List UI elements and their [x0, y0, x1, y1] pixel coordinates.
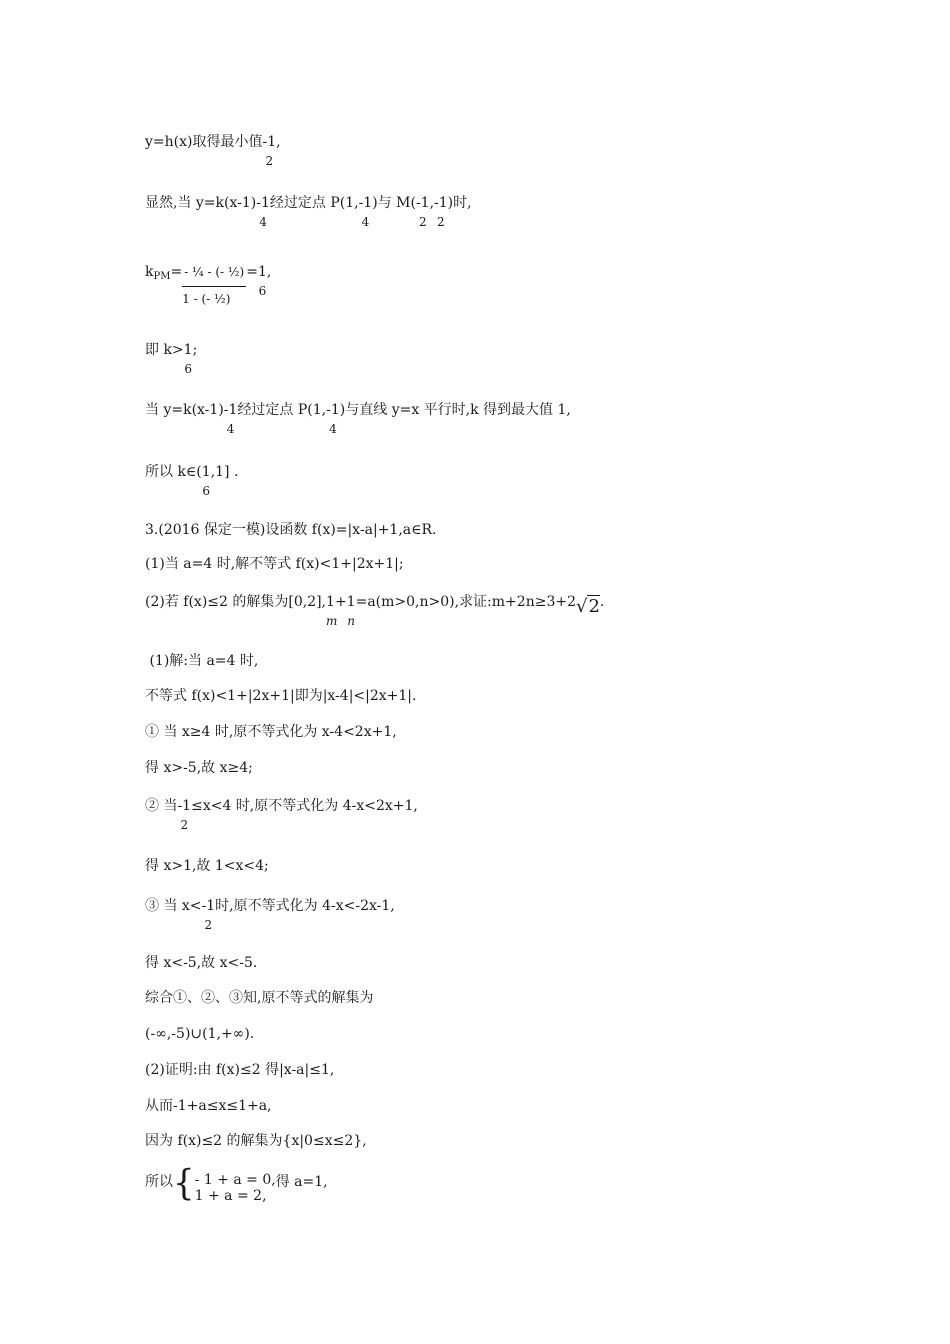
fraction: -1 2	[177, 798, 192, 832]
fraction: -1 4	[223, 402, 238, 436]
fraction: -1 4	[256, 195, 270, 229]
fraction: -1 2	[415, 195, 430, 229]
problem-part-1: (1)当 a=4 时,解不等式 f(x)<1+|2x+1|;	[145, 556, 404, 572]
text-line-case-3: ③ 当 x< -1 2 时,原不等式化为 4-x<-2x-1,	[145, 898, 395, 932]
square-root: √2	[575, 596, 600, 617]
text-line: 得 x>-5,故 x≥4;	[145, 760, 253, 776]
problem-heading: 3.(2016 保定一模)设函数 f(x)=|x-a|+1,a∈R.	[145, 522, 437, 538]
text-line: 不等式 f(x)<1+|2x+1|即为|x-4|<|2x+1|.	[145, 688, 417, 704]
text-line-system: 所以{ - 1 + a = 0, 1 + a = 2, 得 a=1,	[145, 1162, 328, 1204]
text-line: (2)证明:由 f(x)≤2 得|x-a|≤1,	[145, 1062, 335, 1078]
text-line-slope-pm: kPM= $\frac{\text{- ¼ - (- ½)}}{\text{1 - (- ½)}}$ = 1 6 ,	[145, 264, 272, 306]
compound-fraction: $\frac{\text{- ¼ - (- ½)}}{\text{1 - (- ½)}}$	[182, 265, 245, 306]
fraction: -1 2	[201, 898, 216, 932]
equation-system: { - 1 + a = 0, 1 + a = 2,	[173, 1162, 276, 1204]
text-line: ① 当 x≥4 时,原不等式化为 x-4<2x+1,	[145, 724, 397, 740]
text-line: 因为 f(x)≤2 的解集为{x|0≤x≤2},	[145, 1133, 367, 1149]
fraction: -1 4	[358, 195, 373, 229]
text-line-min-value: y=h(x)取得最小值 -1 2 ,	[145, 134, 281, 168]
text-line: (-∞,-5)∪(1,+∞).	[145, 1026, 255, 1042]
text-line-case-2: ② 当 -1 2 ≤x<4 时,原不等式化为 4-x<2x+1,	[145, 798, 418, 832]
text-line: 从而-1+a≤x≤1+a,	[145, 1098, 272, 1114]
problem-part-2: (2)若 f(x)≤2 的解集为[0,2], 1 m + 1 n =a(m>0,n>0),求证:m+2n≥3+2√2.	[145, 594, 605, 628]
text-line-k-greater: 即 k> 1 6 ;	[145, 342, 198, 376]
fraction: 1 m	[326, 594, 338, 628]
fraction: 1 6	[201, 464, 211, 498]
text-line: 得 x<-5,故 x<-5.	[145, 955, 258, 971]
fraction: 1 6	[183, 342, 193, 376]
fraction: -1 4	[326, 402, 340, 436]
fraction: 1 n	[346, 594, 356, 628]
text-line: 得 x>1,故 1<x<4;	[145, 858, 269, 874]
text-line: 综合①、②、③知,原不等式的解集为	[145, 990, 374, 1006]
text-line-parallel: 当 y=k(x-1) -1 4 经过定点 P(1, -1 4 )与直线 y=x 平行时,k 得到最大值 1,	[145, 402, 571, 436]
solution-heading: (1)解:当 a=4 时,	[145, 653, 259, 669]
fraction: -1 2	[262, 134, 277, 168]
text-line-fixed-point: 显然,当 y=k(x-1) -1 4 经过定点 P(1, -1 4 )与 M( -1 2 , -1 2 )时,	[145, 195, 472, 229]
fraction: 1 6	[257, 264, 267, 298]
fraction: -1 2	[434, 195, 448, 229]
text-line-k-range: 所以 k∈( 1 6 ,1] .	[145, 464, 239, 498]
